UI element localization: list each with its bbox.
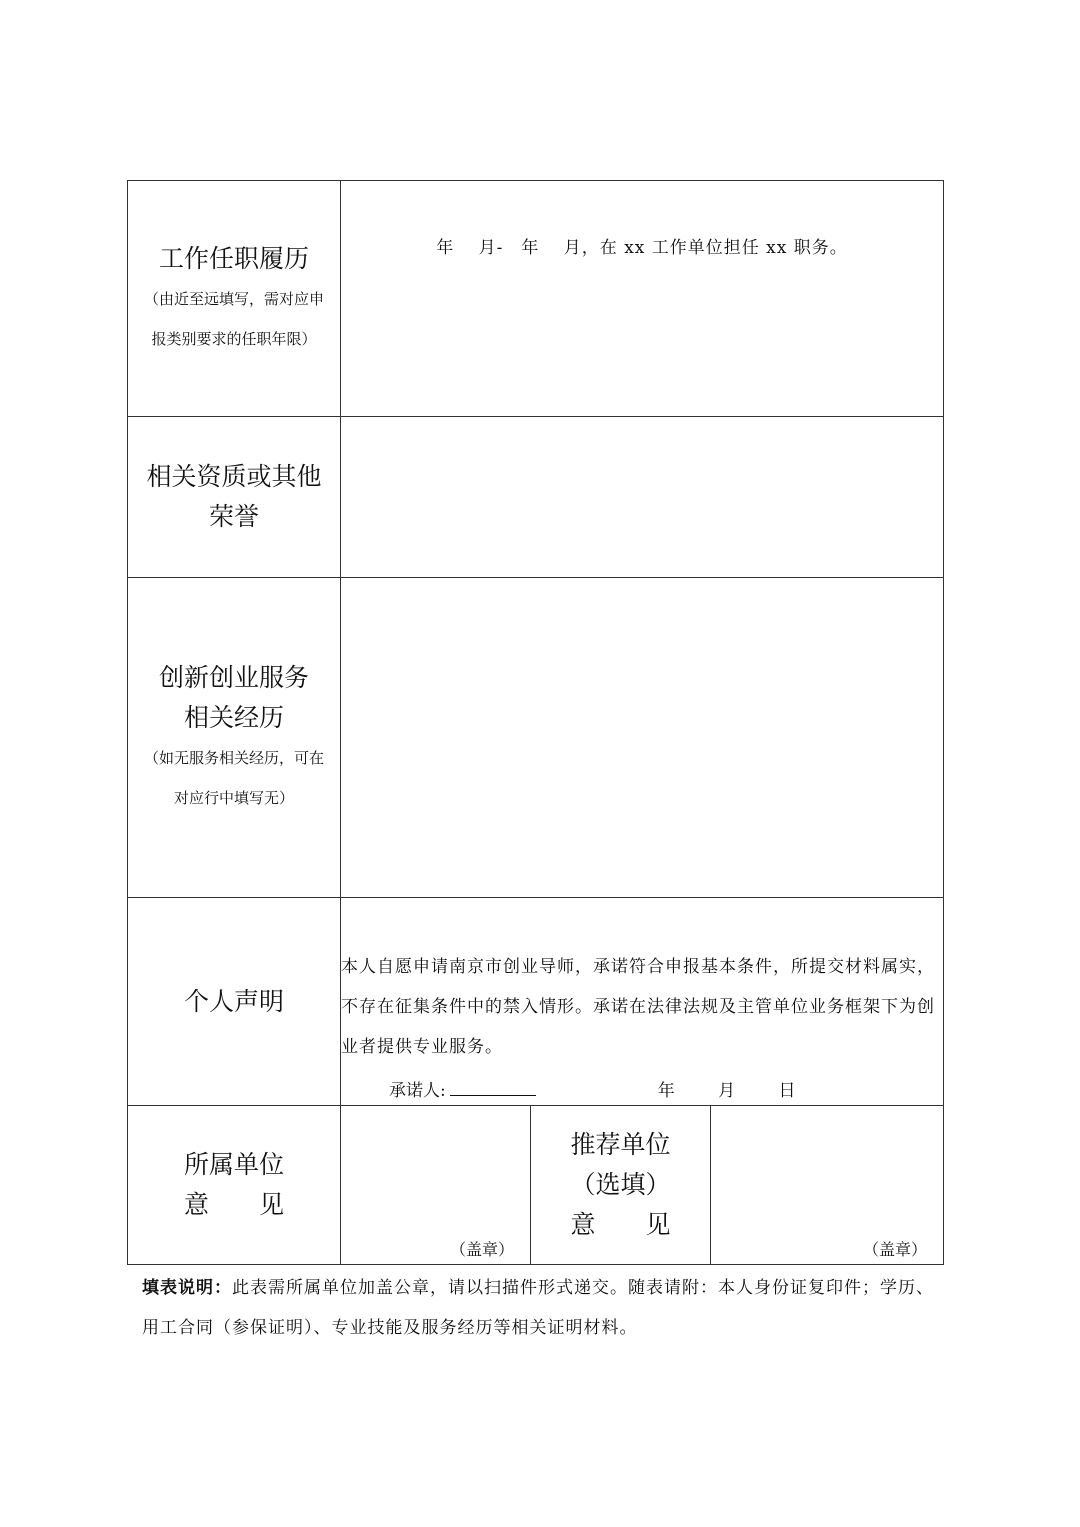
work-history-entry: 年 月- 年 月，在 xx 工作单位担任 xx 职务。	[436, 238, 848, 258]
service-experience-label-cell	[128, 578, 341, 898]
recommend-opinion-label-2: 意 见	[570, 1210, 671, 1239]
date-year-label: 年	[657, 1081, 675, 1101]
recommend-seal-label: （盖章）	[863, 1240, 928, 1259]
declaration-date	[658, 1077, 834, 1105]
declaration-text: 本人自愿申请南京市创业导师，承诺符合申报基本条件，所提交材料属实，不存在征集条件中的禁入情形。承诺在法律法规及主管单位业务框架下为创业者提供专业服务。	[341, 957, 935, 1057]
recommend-opinion-label: 推荐单位	[570, 1130, 671, 1159]
unit-opinion-label: 所属单位	[183, 1150, 284, 1179]
work-history-label: 工作任职履历	[158, 243, 309, 273]
work-history-field[interactable]	[341, 181, 944, 417]
service-experience-note-2: 对应行中填写无）	[173, 788, 294, 807]
service-experience-label: 创新创业服务	[158, 662, 309, 692]
date-month-label: 月	[718, 1081, 736, 1101]
service-experience-field[interactable]	[341, 578, 944, 898]
declaration-label: 个人声明	[183, 986, 284, 1016]
opinions-row	[128, 1106, 944, 1265]
qualifications-field[interactable]	[341, 417, 944, 578]
service-experience-row	[128, 578, 944, 898]
declaration-signature-line	[341, 1067, 943, 1105]
service-experience-label-2: 相关经历	[183, 702, 284, 732]
qualifications-label: 相关资质或其他	[146, 462, 322, 491]
work-history-label-cell	[128, 181, 341, 417]
date-day-label: 日	[778, 1081, 796, 1101]
unit-opinion-label-2: 意 见	[183, 1190, 284, 1219]
unit-seal-label: （盖章）	[449, 1240, 514, 1259]
form-instructions-title: 填表说明：	[142, 1278, 232, 1298]
work-history-note-2: 报类别要求的任职年限）	[151, 329, 317, 348]
form-instructions	[142, 1268, 942, 1348]
promisor-label: 承诺人:	[389, 1081, 446, 1101]
declaration-label-cell	[128, 898, 341, 1106]
recommend-opinion-label-cell	[531, 1106, 711, 1265]
recommend-optional-label: （选填）	[570, 1170, 671, 1199]
declaration-row	[128, 898, 944, 1106]
unit-opinion-label-cell	[128, 1106, 341, 1265]
unit-opinion-field[interactable]	[341, 1106, 531, 1265]
recommend-opinion-field[interactable]	[711, 1106, 944, 1265]
declaration-content	[341, 898, 944, 1106]
form-instructions-text: 此表需所属单位加盖公章，请以扫描件形式递交。随表请附：本人身份证复印件；学历、用工合同（参保证明）、专业技能及服务经历等相关证明材料。	[142, 1278, 934, 1338]
qualifications-label-2: 荣誉	[208, 502, 259, 531]
work-history-note: （由近至远填写，需对应申	[143, 289, 324, 308]
work-history-row	[128, 181, 944, 417]
promisor-signature-field[interactable]	[450, 1077, 536, 1096]
qualifications-row	[128, 417, 944, 578]
qualifications-label-cell	[128, 417, 341, 578]
application-form-table	[127, 180, 944, 1265]
service-experience-note: （如无服务相关经历，可在	[143, 748, 324, 767]
